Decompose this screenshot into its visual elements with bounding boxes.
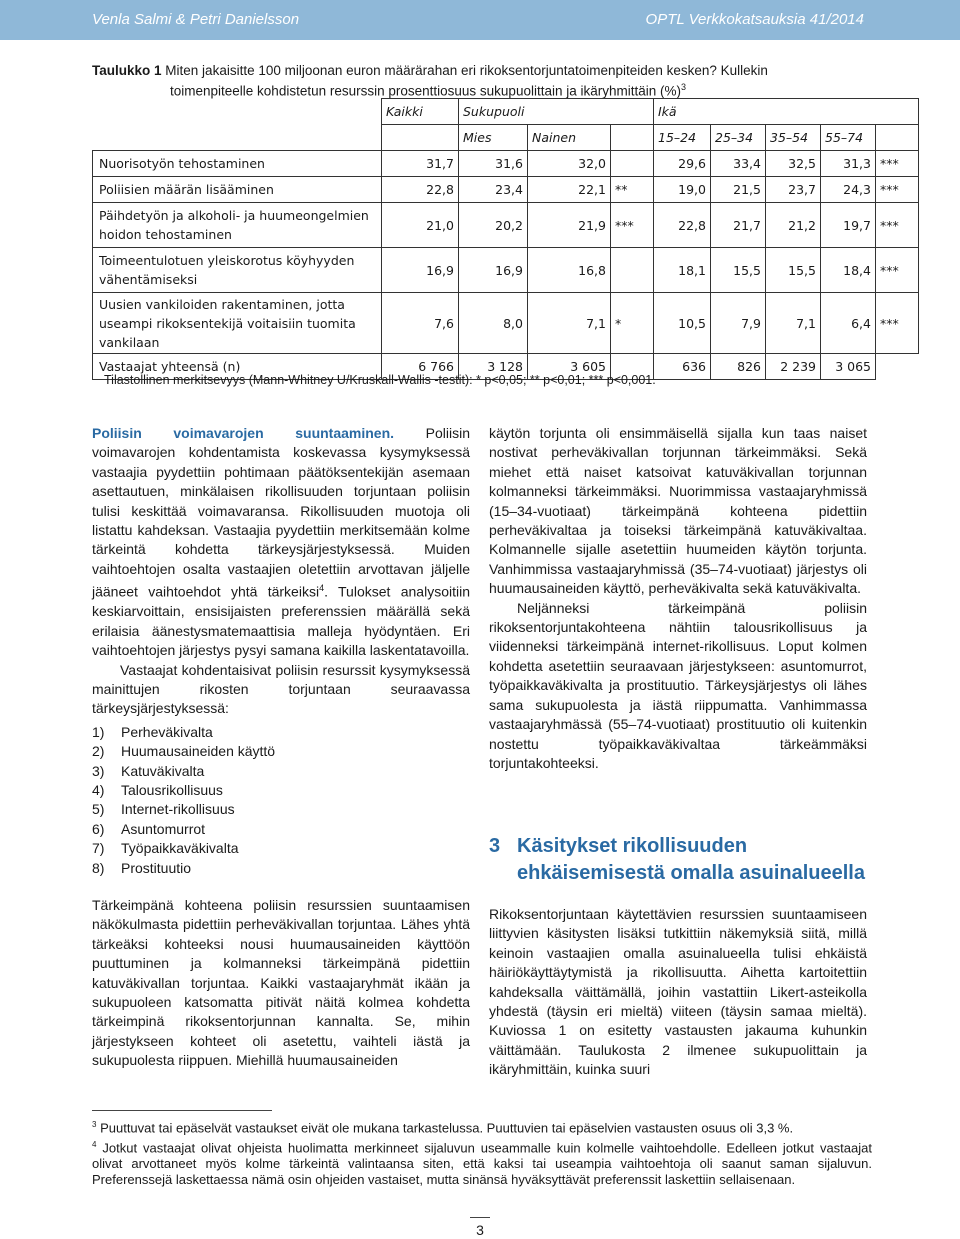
cell-kaikki: 22,8 (382, 177, 459, 203)
footnote-3: $^3$ Puuttuvat tai epäselvät vastaukset eivät ole mukana tarkastelussa. Puuttuvien tai epäselvien vastausten osuus oli 3,3 %. (92, 1120, 794, 1136)
cell-age-b: 826 (711, 354, 766, 380)
header-age-55-74: 55–74 (821, 125, 876, 151)
section-heading (489, 833, 865, 887)
cell-mies: 23,4 (459, 177, 528, 203)
cell-nainen: 3 605 (528, 354, 611, 380)
cell-age-b: 33,4 (711, 151, 766, 177)
row-label: Poliisien määrän lisääminen (93, 177, 382, 203)
cell-sig: * (611, 293, 654, 354)
cell-mies: 3 128 (459, 354, 528, 380)
header-age-25-34: 25–34 (711, 125, 766, 151)
section-title-line1: Käsitykset rikollisuuden (517, 835, 748, 857)
cell-age-c: 21,2 (766, 203, 821, 248)
table-row (93, 203, 919, 248)
cell-age-d: 19,7 (821, 203, 876, 248)
section-number: 3 (489, 835, 501, 857)
row-label: Toimeentulotuen yleiskorotus köyhyyden vähentämiseksi (93, 248, 382, 293)
cell-sig: ** (611, 177, 654, 203)
cell-age-c: 23,7 (766, 177, 821, 203)
left-p1-cont: . Tulokset analysoitiin keskiarvoittain, ensisijaisten preferenssien määrällä sekä erilaisia äänestysmatemaattisia malleja hyödyntäen. Eri vaihtoehtojen järjestys pysyi samana kaikilla laskentatavoilla. (92, 583, 470, 659)
cell-sig: *** (876, 248, 919, 293)
row-label: Vastaajat yhteensä (n) (93, 354, 382, 380)
cell-mies: 16,9 (459, 248, 528, 293)
row-label: Uusien vankiloiden rakentaminen, jotta useampi rikoksentekijä voitaisiin tuomita vankilaan (93, 293, 382, 354)
priority-list (92, 723, 470, 878)
right-p1: käytön torjunta oli ensimmäisellä sijalla kun taas naiset nostivat perheväkivallan torjunnan tärkeimmäksi. Sekä miehet että naiset katsoivat katuväkivallan torjunnan kolmanneksi tärkeimmäksi. Nuorimmissa vastaajaryhmissä (15–34-vuotiaat) tärkeimpänä kohteena pidettiin perheväkivaltaa ja toiseksi tärkeimpänä katuväkivaltaa. Kolmannelle sijalle asetettiin huumeiden käytön torjunta. Vanhimmissa vastaajaryhmissä (35–74-vuotiaat) järjestys oli huumausaineiden käyttö, perheväkivalta sekä katuväkivalta. (489, 425, 867, 597)
cell-age-b: 7,9 (711, 293, 766, 354)
cell-kaikki: 21,0 (382, 203, 459, 248)
cell-age-a: 29,6 (654, 151, 711, 177)
cell-age-a: 22,8 (654, 203, 711, 248)
left-p3: Tärkeimpänä kohteena poliisin resurssien suuntaamisen näkökulmasta pidettiin perheväkivallan torjuntaa. Lähes yhtä tärkeäksi kohteeksi nousi huumausaineiden käyttöön puuttuminen ja kolmanneksi tärkeimpänä pidettiin katuväkivallan torjuntaa. Kaikki vastaajaryhmät ikään ja sukupuoleen katsomatta pitivät näitä kolmea kohdetta tärkeimpinä rikoksentorjunnan kannalta. Se, mihin järjestykseen kohteet oli asetettu, vaihteli iästä ja sukupuolesta riippuen. Miehillä huumausaineiden (92, 897, 470, 1069)
cell-age-d: 31,3 (821, 151, 876, 177)
cell-age-c: 32,5 (766, 151, 821, 177)
list-item: 3) Katuväkivalta (92, 762, 205, 779)
row-label: Nuorisotyön tehostaminen (93, 151, 382, 177)
cell-age-c: 15,5 (766, 248, 821, 293)
table-subheader-row (93, 125, 919, 151)
cell-kaikki: 6 766 (382, 354, 459, 380)
header-authors: Venla Salmi & Petri Danielsson (92, 11, 300, 28)
header-nainen: Nainen (528, 125, 611, 151)
right-p3: Rikoksentorjuntaan käytettävien resurssien suuntaamiseen liittyvien käsitysten lisäksi tutkittiin näkemyksiä siitä, millä keinoin vastaajien omalla asuinalueella tulisi ehkäistä häiriökäyttäytymistä ja rikollisuutta. Aihetta kartoitettiin kahdeksalla väittämällä, joihin vastattiin Likert-asteikolla yhdestä (täysin eri mieltä) viiteen (täysin samaa mieltä). Kuviossa 1 on esitetty vastausten jakauma kuhunkin väittämään. Taulukosta 2 ilmenee sukupuolittain ja ikäryhmittäin, kuinka suuri (489, 906, 867, 1078)
header-age-15-24: 15–24 (654, 125, 711, 151)
cell-mies: 8,0 (459, 293, 528, 354)
header-publication: OPTL Verkkokatsauksia 41/2014 (645, 11, 864, 28)
left-column (92, 424, 470, 1071)
cell-age-a: 18,1 (654, 248, 711, 293)
table-row (93, 151, 919, 177)
cell-age-a: 636 (654, 354, 711, 380)
cell-sig: *** (876, 293, 919, 354)
table-row (93, 177, 919, 203)
footnote-ref: 3 (681, 82, 687, 92)
paragraph-heading: Poliisin voimavarojen suuntaaminen. (92, 425, 395, 441)
cell-nainen: 21,9 (528, 203, 611, 248)
section-title-line2: ehkäisemisestä omalla asuinalueella (517, 862, 865, 884)
right-column-lower (489, 905, 867, 1080)
cell-age-c: 7,1 (766, 293, 821, 354)
cell-age-c: 2 239 (766, 354, 821, 380)
footnote-ref: 4 (319, 583, 325, 594)
cell-nainen: 22,1 (528, 177, 611, 203)
list-item: 5) Internet-rikollisuus (92, 801, 235, 818)
cell-kaikki: 16,9 (382, 248, 459, 293)
table-caption-label: Taulukko 1 (92, 63, 162, 78)
left-p2: Vastaajat kohdentaisivat poliisin resurssit kysymyksessä mainittujen rikosten torjuntaan seuraavassa tärkeysjärjestyksessä: (92, 661, 470, 717)
cell-age-d: 3 065 (821, 354, 876, 380)
cell-age-d: 24,3 (821, 177, 876, 203)
table-caption (92, 62, 872, 100)
results-table (92, 98, 919, 380)
cell-sig (611, 151, 654, 177)
page-number: 3 (476, 1222, 484, 1238)
cell-nainen: 7,1 (528, 293, 611, 354)
row-label: Päihdetyön ja alkoholi- ja huumeongelmien hoidon tehostaminen (93, 203, 382, 248)
left-p1: Poliisin voimavarojen kohdentamista koskevassa kysymyksessä vastaajia pyydettiin pohtimaan päätöksentekijän asemaan asettautuen, minkälaisen rikollisuuden torjuntaan poliisin tulisi keskittää voimavaransa. Rikollisuuden muotoja oli listattu kahdeksan. Vastaajia pyydettiin merkitsemään kolme tärkeintä kohdetta tärkeysjärjestyksessä. Muiden vaihtoehtojen osalta vastaajien oletettiin arvottavan jäljelle jääneet vaihtoehdot yhtä tärkeiksi (92, 425, 471, 600)
list-item: 6) Asuntomurrot (92, 820, 206, 837)
list-item: 8) Prostituutio (92, 859, 192, 876)
header-ika: Ikä (654, 99, 919, 125)
right-column (489, 424, 867, 773)
cell-nainen: 16,8 (528, 248, 611, 293)
cell-sig: *** (876, 177, 919, 203)
table-row (93, 293, 919, 354)
cell-sig (611, 248, 654, 293)
right-p2: Neljänneksi tärkeimpänä poliisin rikoksentorjuntakohteena nähtiin talousrikollisuus ja viidenneksi tärkeimpänä internet-rikollisuus. Loput kolmen kohdetta asetettiin seuraavaan järjestykseen: asuntomurrot, työpaikkaväkivalta ja prostituutio. Tärkeysjärjestys oli lähes sama sukupuolesta ja iästä riippumatta. Vanhimmassa vastaajaryhmässä (55–74-vuotiaat) prostituutio oli kuitenkin nostettu työpaikkaväkivaltaa tärkeämmäksi torjuntakohteeksi. (489, 599, 867, 771)
cell-age-a: 10,5 (654, 293, 711, 354)
header-kaikki: Kaikki (382, 99, 459, 125)
table-significance-note: Tilastollinen merkitsevyys (Mann-Whitney U/Kruskall-Wallis -testit): * p<0,05; ** p<0,01; *** p<0,001. (104, 373, 656, 387)
page-header (0, 0, 960, 40)
table-header-row (93, 99, 919, 125)
cell-kaikki: 7,6 (382, 293, 459, 354)
cell-age-d: 6,4 (821, 293, 876, 354)
cell-age-a: 19,0 (654, 177, 711, 203)
footnote-divider (92, 1110, 272, 1111)
cell-sig: *** (876, 151, 919, 177)
cell-sig: *** (611, 203, 654, 248)
cell-mies: 31,6 (459, 151, 528, 177)
cell-age-b: 15,5 (711, 248, 766, 293)
cell-kaikki: 31,7 (382, 151, 459, 177)
header-mies: Mies (459, 125, 528, 151)
header-sukupuoli: Sukupuoli (459, 99, 654, 125)
list-item: 2) Huumausaineiden käyttö (92, 743, 276, 760)
table-caption-line1: Miten jakaisitte 100 miljoonan euron määrärahan eri rikoksentorjuntatoimenpiteiden kesken? Kullekin (165, 63, 768, 78)
page-number-rule (470, 1217, 490, 1218)
cell-age-b: 21,7 (711, 203, 766, 248)
cell-nainen: 32,0 (528, 151, 611, 177)
cell-sig (876, 354, 919, 380)
cell-mies: 20,2 (459, 203, 528, 248)
list-item: 4) Talousrikollisuus (92, 781, 223, 798)
table-caption-line2: toimenpiteelle kohdistetun resurssin prosenttiosuus sukupuolittain ja ikäryhmittäin (%) (170, 83, 682, 99)
header-age-35-54: 35–54 (766, 125, 821, 151)
cell-age-d: 18,4 (821, 248, 876, 293)
cell-sig: *** (876, 203, 919, 248)
list-item: 1) Perheväkivalta (92, 723, 213, 740)
table-row (93, 248, 919, 293)
list-item: 7) Työpaikkaväkivalta (92, 840, 239, 857)
cell-age-b: 21,5 (711, 177, 766, 203)
footnote-4: $^4$ Jotkut vastaajat olivat ohjeista huolimatta merkinneet sijaluvun useammalle kuin kolmelle vaihtoehdolle. Edelleen jotkut vastaajat olivat arvottaneet myös kolme tärkeintä valintaansa siten, että kaksi tai useampia vaihtoehtoja oli saanut saman sijaluvun. Preferenssejä laskettaessa nämä osin ohjeiden vastaiset, mutta sinänsä hyväksyttävät preferenssit laskettiin sellaisenaan. (92, 1140, 872, 1188)
